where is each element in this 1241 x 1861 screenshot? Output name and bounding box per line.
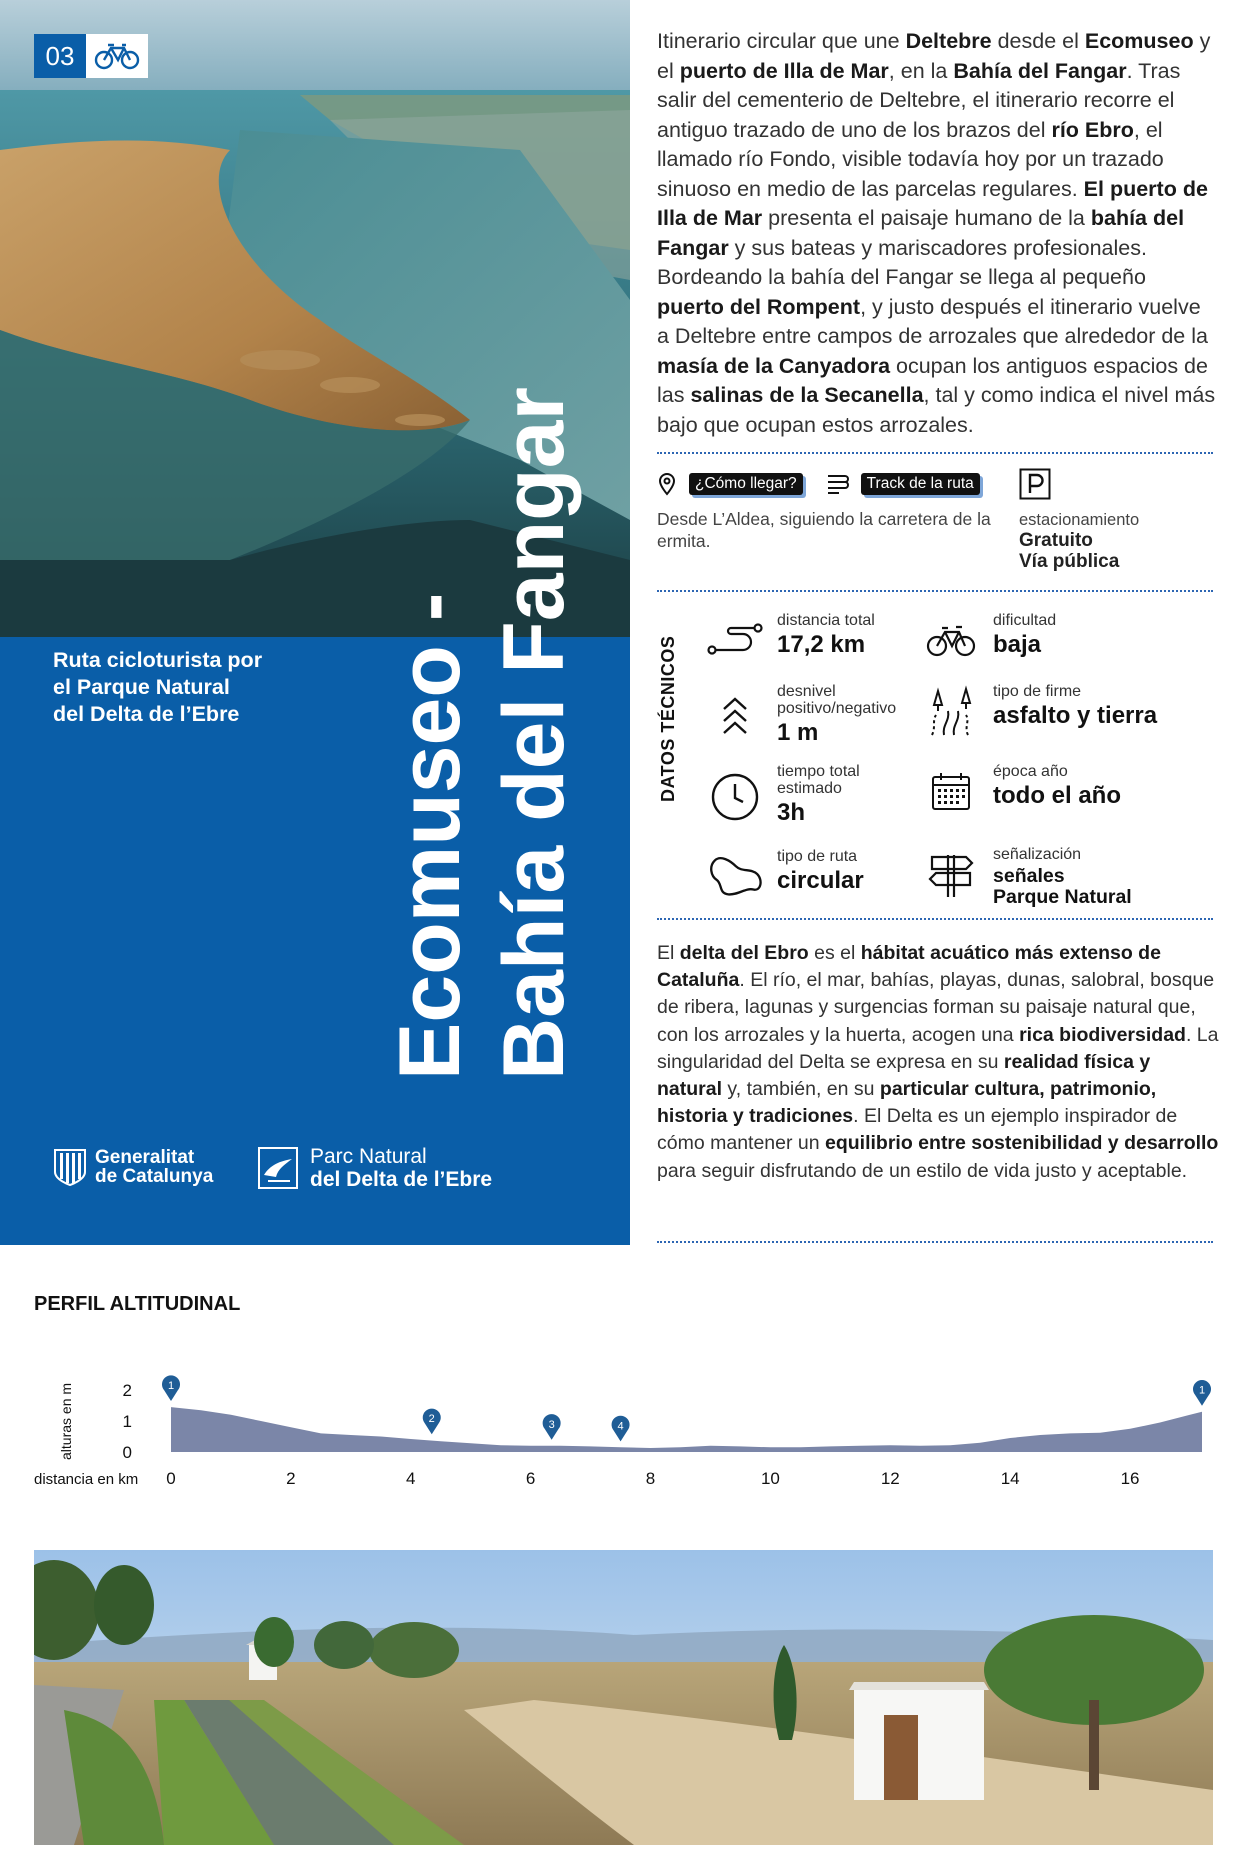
tech-value: asfalto y tierra bbox=[993, 702, 1158, 729]
paragraph-text: El bbox=[657, 942, 680, 964]
tech-label: desnivel positivo/negativo bbox=[777, 683, 897, 717]
divider bbox=[657, 452, 1213, 454]
y-tick-label: 2 bbox=[122, 1381, 132, 1400]
bold-text: puerto del Rompent bbox=[657, 294, 861, 319]
parking-value: Vía pública bbox=[1019, 551, 1120, 572]
x-tick-label: 2 bbox=[286, 1469, 296, 1488]
tech-value: 1 m bbox=[777, 719, 819, 746]
x-tick-label: 16 bbox=[1120, 1469, 1140, 1488]
generalitat-logo bbox=[53, 1148, 213, 1186]
paragraph-text: es el bbox=[808, 942, 861, 964]
route-number: 03 bbox=[34, 34, 86, 78]
tech-label: tiempo total estimado bbox=[777, 763, 860, 797]
paragraph-text: . La singularidad del Delta se expresa en su bbox=[657, 1023, 1219, 1073]
title-line: Ecomuseo - bbox=[382, 592, 478, 1080]
how-to-get-there-link[interactable]: ¿Cómo llegar? bbox=[689, 473, 803, 495]
logo-text: del Delta de l’Ebre bbox=[310, 1168, 493, 1191]
bold-text: delta del Ebro bbox=[679, 942, 809, 964]
logo-text: Parc Natural bbox=[310, 1145, 427, 1168]
technical-data-heading: DATOS TÉCNICOS bbox=[658, 635, 678, 802]
parc-natural-bird-icon bbox=[258, 1147, 298, 1189]
tech-value: 3h bbox=[777, 799, 806, 826]
bold-text: rica biodiversidad bbox=[1019, 1023, 1186, 1046]
title-line: Bahía del Fangar bbox=[486, 387, 582, 1080]
bold-text: salinas de la Secanella bbox=[690, 383, 924, 407]
bold-text: bahía del Fangar bbox=[657, 206, 1185, 260]
route-number-badge bbox=[34, 34, 148, 78]
bicycle-icon bbox=[86, 34, 148, 78]
paragraph-text: presenta el paisaje humano de la bbox=[762, 206, 1091, 230]
x-tick-label: 12 bbox=[880, 1469, 900, 1488]
tech-value: señales Parque Natural bbox=[993, 865, 1132, 908]
tech-label: tipo de firme bbox=[993, 683, 1082, 700]
clock-icon bbox=[707, 769, 763, 825]
paragraph-text: , tal y como indica el nivel más bajo que ocupan estos arrozales. bbox=[657, 383, 1216, 437]
intro-paragraph bbox=[657, 27, 1217, 440]
subtitle-line: el Parque Natural bbox=[53, 675, 230, 699]
paragraph-text: . El río, el mar, bahías, playas, dunas, salobral, bosque de ribera, lagunas y surgencias forman su paisaje natural que, con los arrozales y la huerta, acogen una bbox=[657, 969, 1215, 1046]
elevation-profile-chart bbox=[0, 1340, 1241, 1500]
waypoint-label: 4 bbox=[617, 1420, 624, 1433]
waypoint-label: 2 bbox=[428, 1413, 435, 1426]
bike-icon bbox=[923, 612, 979, 668]
tech-value: 17,2 km bbox=[777, 631, 866, 658]
bold-text: Ecomuseo bbox=[1084, 29, 1194, 53]
x-tick-label: 4 bbox=[406, 1469, 416, 1488]
parc-natural-logo bbox=[258, 1145, 492, 1191]
divider bbox=[657, 918, 1213, 920]
divider bbox=[657, 590, 1213, 592]
x-tick-label: 0 bbox=[166, 1469, 176, 1488]
route-title bbox=[378, 260, 586, 1080]
paragraph-text: para seguir disfrutando de un estilo de vida justo y aceptable. bbox=[657, 1159, 1188, 1182]
logo-text: Generalitat bbox=[95, 1147, 195, 1168]
parking-label: estacionamiento bbox=[1019, 511, 1140, 529]
rice-field-canal-image bbox=[34, 1550, 1213, 1845]
paragraph-text: . El Delta es un ejemplo inspirador de cómo mantener un bbox=[657, 1105, 1178, 1155]
paragraph-text: , y justo después el itinerario vuelve a Deltebre entre campos de arrozales que alrededor de la bbox=[657, 294, 1208, 348]
paragraph-text: y sus bateas y mariscadores profesionales. Bordeando la bahía del Fangar se llega al pequeño bbox=[657, 235, 1147, 289]
route-subtitle bbox=[53, 647, 333, 728]
waypoint-label: 1 bbox=[1198, 1384, 1206, 1397]
x-tick-label: 14 bbox=[1000, 1469, 1020, 1488]
logo-text: de Catalunya bbox=[95, 1166, 214, 1187]
tech-label: distancia total bbox=[777, 612, 875, 629]
parking-info bbox=[1019, 468, 1139, 572]
bold-text: hábitat acuático más extenso de Cataluña bbox=[657, 942, 1161, 992]
x-tick-label: 6 bbox=[525, 1469, 536, 1488]
x-axis-label: distancia en km bbox=[34, 1471, 139, 1488]
paragraph-text: ocupan los antiguos espacios de las bbox=[657, 353, 1208, 407]
bold-text: Deltebre bbox=[905, 29, 992, 53]
paragraph-text: Itinerario circular que une bbox=[657, 29, 906, 53]
paragraph-text: y, también, en su bbox=[722, 1078, 880, 1101]
y-tick-label: 0 bbox=[122, 1443, 132, 1462]
tech-label: época año bbox=[993, 763, 1068, 780]
profile-title: PERFIL ALTITUDINAL bbox=[34, 1293, 241, 1315]
route-track-link[interactable]: Track de la ruta bbox=[861, 473, 980, 495]
bold-text: puerto de Illa de Mar bbox=[679, 58, 889, 83]
x-tick-label: 10 bbox=[760, 1469, 780, 1488]
waypoint-label: 3 bbox=[548, 1418, 555, 1431]
paragraph-text: . Tras salir del cementerio de Deltebre, el itinerario recorre el antiguo trazado de uno de los brazos del bbox=[657, 58, 1181, 142]
tech-value: todo el año bbox=[993, 782, 1121, 809]
bold-text: masía de la Canyadora bbox=[657, 353, 891, 378]
divider bbox=[657, 1241, 1213, 1243]
elevation-icon bbox=[707, 689, 763, 745]
paragraph-text: y el bbox=[657, 29, 1211, 83]
route-icon bbox=[707, 612, 763, 668]
paragraph-text: , el llamado río Fondo, visible todavía hoy por un trazado sinuoso en medio de las parcelas regulares. bbox=[657, 117, 1164, 201]
signpost-icon bbox=[923, 846, 979, 902]
track-icon bbox=[825, 472, 851, 496]
subtitle-line: Ruta cicloturista por bbox=[53, 648, 263, 672]
tech-label: señalización bbox=[993, 846, 1082, 863]
tech-label: dificultad bbox=[993, 612, 1057, 629]
bold-text: El puerto de Illa de Mar bbox=[657, 176, 1208, 230]
calendar-icon bbox=[923, 763, 979, 819]
tech-value: baja bbox=[993, 631, 1042, 658]
bold-text: río Ebro bbox=[1051, 117, 1134, 142]
paragraph-text: , en la bbox=[888, 58, 954, 83]
circular-route-icon bbox=[707, 848, 763, 904]
tech-label: tipo de ruta bbox=[777, 848, 858, 865]
bold-text: equilibrio entre sostenibilidad y desarrollo bbox=[825, 1132, 1219, 1155]
bold-text: Bahía del Fangar bbox=[953, 58, 1127, 83]
access-directions: Desde L’Aldea, siguiendo la carretera de la ermita. bbox=[657, 509, 991, 551]
waypoint-label: 1 bbox=[167, 1380, 175, 1393]
elevation-area bbox=[171, 1407, 1202, 1452]
delta-description bbox=[657, 940, 1219, 1185]
surface-icon bbox=[923, 683, 979, 739]
subtitle-line: del Delta de l’Ebre bbox=[53, 702, 240, 726]
y-tick-label: 1 bbox=[122, 1412, 132, 1431]
bold-text: realidad física y natural bbox=[657, 1050, 1151, 1101]
paragraph-text: desde el bbox=[991, 29, 1085, 53]
parking-value: Gratuito bbox=[1019, 530, 1093, 551]
location-pin-icon bbox=[657, 472, 677, 496]
x-tick-label: 8 bbox=[645, 1469, 656, 1488]
access-info bbox=[657, 468, 1217, 578]
generalitat-emblem-icon bbox=[53, 1148, 87, 1186]
y-axis-label: alturas en m bbox=[58, 1382, 74, 1460]
parking-icon bbox=[1019, 468, 1051, 500]
landscape-photo bbox=[34, 1550, 1213, 1845]
tech-value: circular bbox=[777, 867, 864, 894]
bold-text: particular cultura, patrimonio, historia y tradiciones bbox=[657, 1078, 1157, 1128]
